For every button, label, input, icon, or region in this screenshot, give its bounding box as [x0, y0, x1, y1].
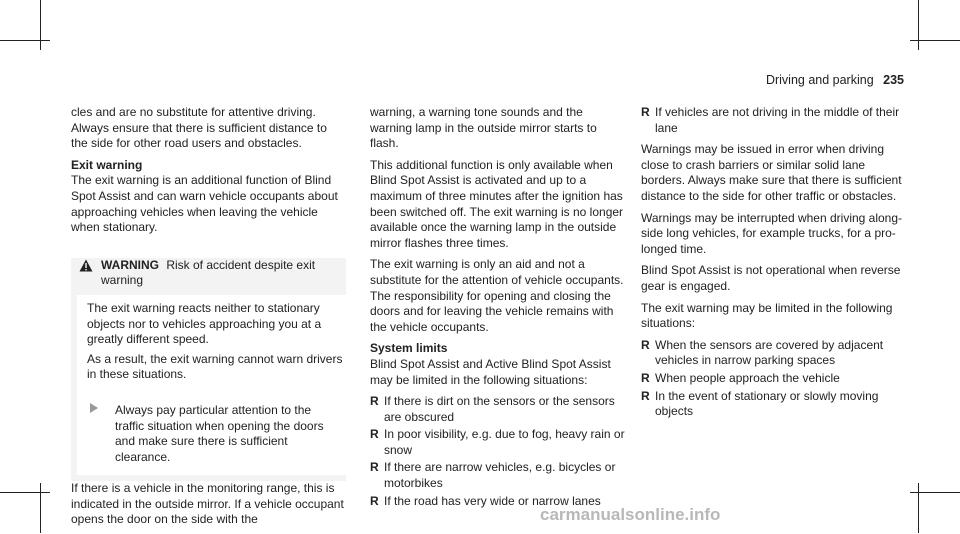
exit-warning-limits-list — [641, 338, 903, 420]
bullet-icon: R — [641, 388, 650, 403]
col2-paragraph-3: The exit warning is only an aid and not a substitute for the attention of vehicle occupants. The responsibility for opening and closing the doors and for leaving the vehicle remains with the vehicle occupants. — [370, 257, 624, 334]
col2-paragraph-1: warning, a warning tone sounds and the warning lamp in the outside mirror starts to flash. — [370, 105, 597, 151]
crop-mark-tr-vertical — [918, 0, 919, 50]
column-2 — [370, 105, 626, 515]
warning-paragraph-1: The exit warning reacts neither to stationary objects nor to vehicles approaching you at a greatly different speed. — [87, 300, 322, 347]
crop-mark-tl-horizontal — [0, 40, 50, 41]
warning-paragraph-2: As a result, the exit warning cannot warn drivers in these situations. — [87, 351, 343, 382]
exit-warning-paragraph: The exit warning is an additional function of Blind Spot Assist and can warn vehicle occupants about approaching vehicles when leaving the vehicle when stationary. — [71, 173, 338, 235]
list-item: R In poor visibility, e.g. due to fog, heavy rain or snow — [370, 427, 625, 457]
col3-paragraph-4: The exit warning may be limited in the following situations: — [641, 300, 893, 331]
col2-paragraph-2: This additional function is only available when Blind Spot Assist is activated and up to a maximum of three minutes after the ignition has been switched off. The exit warning is no longer available once the warning lamp in the outside mirror flashes three times. — [370, 157, 624, 250]
arrow-right-icon — [89, 403, 105, 465]
list-item: R If there is dirt on the sensors or the sensors are obscured — [370, 394, 615, 424]
crop-mark-bl-vertical — [40, 483, 41, 533]
bullet-icon: R — [641, 105, 650, 119]
intro-paragraph: cles and are no substitute for attentive driving. Always ensure that there is sufficient distance to the side for other road users and obstacles. — [71, 105, 327, 151]
crop-mark-br-vertical — [918, 483, 919, 533]
bullet-icon: R — [641, 337, 650, 352]
page-header — [766, 73, 904, 87]
bullet-icon: R — [370, 493, 379, 508]
exit-warning-heading: Exit warning — [71, 157, 143, 172]
system-limits-list — [370, 394, 626, 509]
monitoring-paragraph: If there is a vehicle in the monitoring range, this is indicated in the outside mirror. If a vehicle occupant opens the door on the side with the — [71, 481, 344, 527]
warning-body — [71, 295, 346, 475]
bullet-icon: R — [370, 460, 379, 475]
system-limits-heading: System limits — [370, 341, 448, 356]
crop-mark-bl-horizontal — [0, 492, 50, 493]
warning-header — [71, 258, 346, 295]
crop-mark-tl-vertical — [40, 0, 41, 50]
bullet-icon: R — [641, 370, 650, 385]
list-item: R If the road has very wide or narrow lanes — [370, 493, 601, 508]
warning-tip-text: Always pay particular attention to the traffic situation when opening the doors and make sure there is sufficient clearance. — [115, 402, 324, 464]
col3-paragraph-1: Warnings may be issued in error when driving close to crash barriers or similar solid lane borders. Always make sure that there is sufficient distance to the side for other traffic or obstacles. — [641, 142, 902, 203]
warning-title: WARNING — [101, 257, 159, 272]
bullet-icon: R — [370, 427, 379, 442]
column-3 — [641, 105, 903, 426]
lane-limits-list — [641, 105, 903, 136]
page-number: 235 — [883, 73, 904, 87]
list-item: R In the event of stationary or slowly moving objects — [641, 388, 879, 419]
column-1 — [71, 105, 346, 534]
warning-triangle-icon — [79, 259, 93, 289]
watermark: carmanualsonline.info — [540, 505, 721, 524]
col3-paragraph-2: Warnings may be interrupted when driving along-side long vehicles, for example trucks, for a pro-longed time. — [641, 210, 903, 256]
list-item: R When people approach the vehicle — [641, 370, 840, 385]
list-item: R If vehicles are not driving in the middle of their lane — [641, 105, 900, 135]
warning-box — [71, 258, 346, 482]
col3-paragraph-3: Blind Spot Assist is not operational when reverse gear is engaged. — [641, 263, 901, 293]
system-limits-intro: Blind Spot Assist and Active Blind Spot Assist may be limited in the following situations: — [370, 356, 611, 387]
list-item: R If there are narrow vehicles, e.g. bicycles or motorbikes — [370, 460, 616, 491]
bullet-icon: R — [370, 394, 379, 409]
section-title: Driving and parking — [765, 73, 874, 87]
list-item: R When the sensors are covered by adjacent vehicles in narrow parking spaces — [641, 337, 884, 368]
warning-tip — [87, 395, 346, 471]
crop-mark-tr-horizontal — [910, 40, 960, 41]
warning-subtitle: Risk of accident despite exit warning — [101, 257, 316, 288]
crop-mark-br-horizontal — [910, 492, 960, 493]
